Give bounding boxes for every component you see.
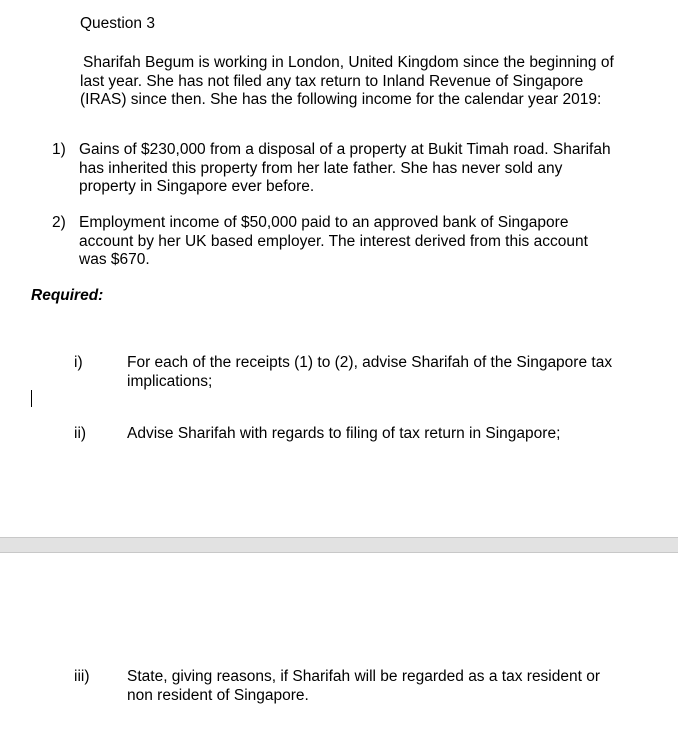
subitem-line: For each of the receipts (1) to (2), advise Sharifah of the Singapore tax [127,354,613,371]
text-cursor [31,390,32,407]
question-title: Question 3 [80,15,155,32]
page-break-separator [0,537,678,553]
subitem-text [127,668,652,705]
subitem-text [127,354,652,391]
item-number: 2) [52,214,66,231]
item-line: Employment income of $50,000 paid to an approved bank of Singapore [79,214,569,231]
intro-line: (IRAS) since then. She has the following income for the calendar year 2019: [80,91,602,108]
intro-line: Sharifah Begum is working in London, United Kingdom since the beginning of [83,54,614,71]
subitem-number: iii) [74,668,90,685]
subitem-line: State, giving reasons, if Sharifah will be regarded as a tax resident or [127,668,601,685]
item-line: has inherited this property from her late father. She has never sold any [79,159,563,177]
subitem-line: Advise Sharifah with regards to filing of tax return in Singapore; [127,425,561,442]
subitem-number: i) [74,354,83,371]
item-number: 1) [52,141,66,158]
item-text [79,214,649,270]
item-text [79,141,649,197]
subitem-line: implications; [127,372,213,390]
subitem-text [127,425,652,444]
subitem-line: non resident of Singapore. [127,686,309,704]
required-heading: Required: [31,287,104,304]
item-line: property in Singapore ever before. [79,178,315,195]
subitem-number: ii) [74,425,87,442]
item-line: was $670. [79,251,150,268]
item-line: account by her UK based employer. The interest derived from this account [79,232,588,250]
intro-line: last year. She has not filed any tax return to Inland Revenue of Singapore [80,72,584,90]
item-line: Gains of $230,000 from a disposal of a property at Bukit Timah road. Sharifah [79,141,611,158]
question-intro [80,54,650,110]
